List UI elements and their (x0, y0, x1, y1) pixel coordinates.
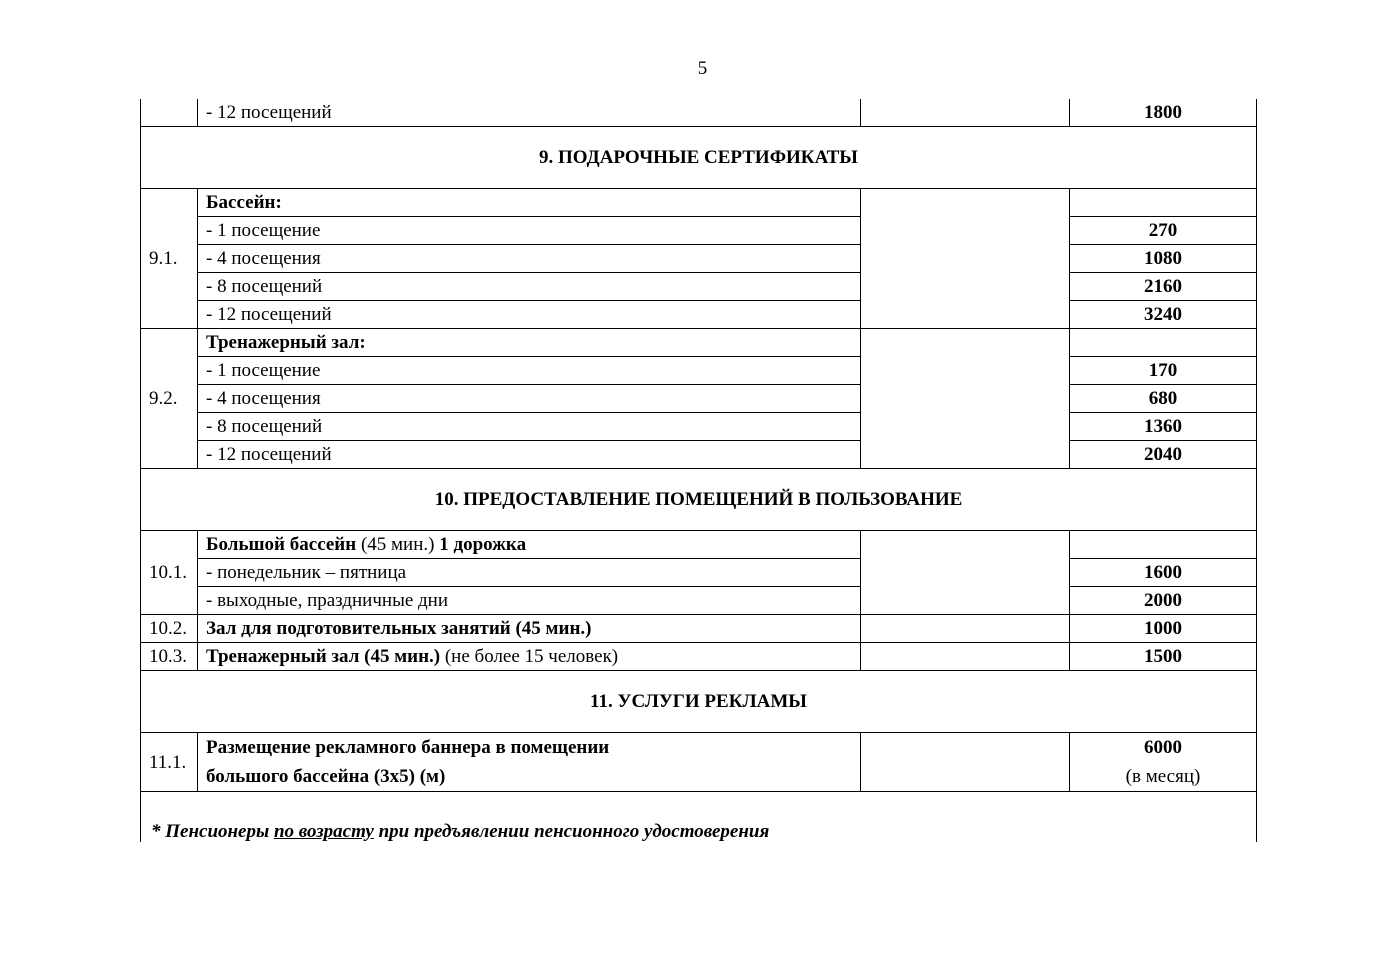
item-price: 1800 (1070, 99, 1257, 127)
item-label: - 1 посещение (198, 217, 861, 245)
item-label: - 8 посещений (198, 273, 861, 301)
table-row (141, 217, 1257, 245)
item-heading-plain: (45 мин.) (356, 534, 440, 555)
item-label (198, 643, 861, 671)
item-number: 9.1. (141, 189, 198, 329)
item-label: - 4 посещения (198, 385, 861, 413)
item-price: 1000 (1070, 615, 1257, 643)
item-label-line2: большого бассейна (3х5) (м) (206, 766, 446, 787)
item-heading: Бассейн: (198, 189, 861, 217)
footnote-row (141, 792, 1257, 843)
item-price-note: (в месяц) (1125, 766, 1201, 787)
item-price: 1500 (1070, 643, 1257, 671)
section-title: 9. ПОДАРОЧНЫЕ СЕРТИФИКАТЫ (141, 127, 1257, 189)
footnote (151, 821, 769, 842)
item-label: Зал для подготовительных занятий (45 мин.) (198, 615, 861, 643)
empty-cell (861, 329, 1070, 469)
empty-cell (861, 189, 1070, 329)
table-row (141, 531, 1257, 559)
item-label-bold: Тренажерный зал (45 мин.) (206, 646, 441, 667)
empty-cell (861, 733, 1070, 792)
item-number: 10.3. (141, 643, 198, 671)
empty-price-cell (1070, 329, 1257, 357)
empty-cell (861, 531, 1070, 615)
item-label: - выходные, праздничные дни (198, 587, 861, 615)
table-row (141, 441, 1257, 469)
item-heading-bold: Большой бассейн (206, 534, 357, 555)
item-label: - 8 посещений (198, 413, 861, 441)
footnote-text-1: * Пенсионеры (151, 821, 274, 842)
table-row (141, 329, 1257, 357)
table-row (141, 189, 1257, 217)
section-title: 10. ПРЕДОСТАВЛЕНИЕ ПОМЕЩЕНИЙ В ПОЛЬЗОВАНИЕ (141, 469, 1257, 531)
table-row (141, 301, 1257, 329)
item-price: 6000 (1144, 737, 1182, 758)
item-price-cell (1070, 733, 1257, 792)
item-number: 10.1. (141, 531, 198, 615)
item-label-plain: (не более 15 человек) (440, 646, 619, 667)
item-price: 1080 (1070, 245, 1257, 273)
table-row (141, 615, 1257, 643)
table-row (141, 559, 1257, 587)
table-row (141, 733, 1257, 792)
section-header-row (141, 127, 1257, 189)
item-number: 9.2. (141, 329, 198, 469)
item-price: 1360 (1070, 413, 1257, 441)
item-heading: Тренажерный зал: (198, 329, 861, 357)
item-label (198, 733, 861, 792)
item-label: - 1 посещение (198, 357, 861, 385)
item-price: 2000 (1070, 587, 1257, 615)
item-price: 170 (1070, 357, 1257, 385)
item-label: - 12 посещений (198, 99, 861, 127)
item-number: 11.1. (141, 733, 198, 792)
item-price: 680 (1070, 385, 1257, 413)
empty-cell (861, 643, 1070, 671)
table-row (141, 587, 1257, 615)
table-row (141, 643, 1257, 671)
table-row (141, 357, 1257, 385)
empty-cell (861, 615, 1070, 643)
section-header-row (141, 469, 1257, 531)
empty-price-cell (1070, 189, 1257, 217)
table-row (141, 99, 1257, 127)
price-table (140, 99, 1257, 842)
empty-cell (861, 99, 1070, 127)
footnote-cell (141, 792, 1257, 843)
empty-price-cell (1070, 531, 1257, 559)
table-row (141, 413, 1257, 441)
item-label: - 12 посещений (198, 301, 861, 329)
num-cell (141, 99, 198, 127)
section-header-row (141, 671, 1257, 733)
item-label: - 12 посещений (198, 441, 861, 469)
footnote-text-2: при предъявлении пенсионного удостоверения (373, 821, 770, 842)
item-number: 10.2. (141, 615, 198, 643)
item-price: 3240 (1070, 301, 1257, 329)
page-number: 5 (697, 58, 708, 79)
table-row (141, 245, 1257, 273)
section-title: 11. УСЛУГИ РЕКЛАМЫ (141, 671, 1257, 733)
item-price: 1600 (1070, 559, 1257, 587)
item-heading (198, 531, 861, 559)
footnote-underlined: по возрасту (273, 821, 374, 842)
item-label-line1: Размещение рекламного баннера в помещении (206, 737, 610, 758)
table-row (141, 273, 1257, 301)
item-label: - понедельник – пятница (198, 559, 861, 587)
item-price: 270 (1070, 217, 1257, 245)
item-price: 2040 (1070, 441, 1257, 469)
item-heading-bold2: 1 дорожка (439, 534, 527, 555)
item-price: 2160 (1070, 273, 1257, 301)
table-row (141, 385, 1257, 413)
item-label: - 4 посещения (198, 245, 861, 273)
